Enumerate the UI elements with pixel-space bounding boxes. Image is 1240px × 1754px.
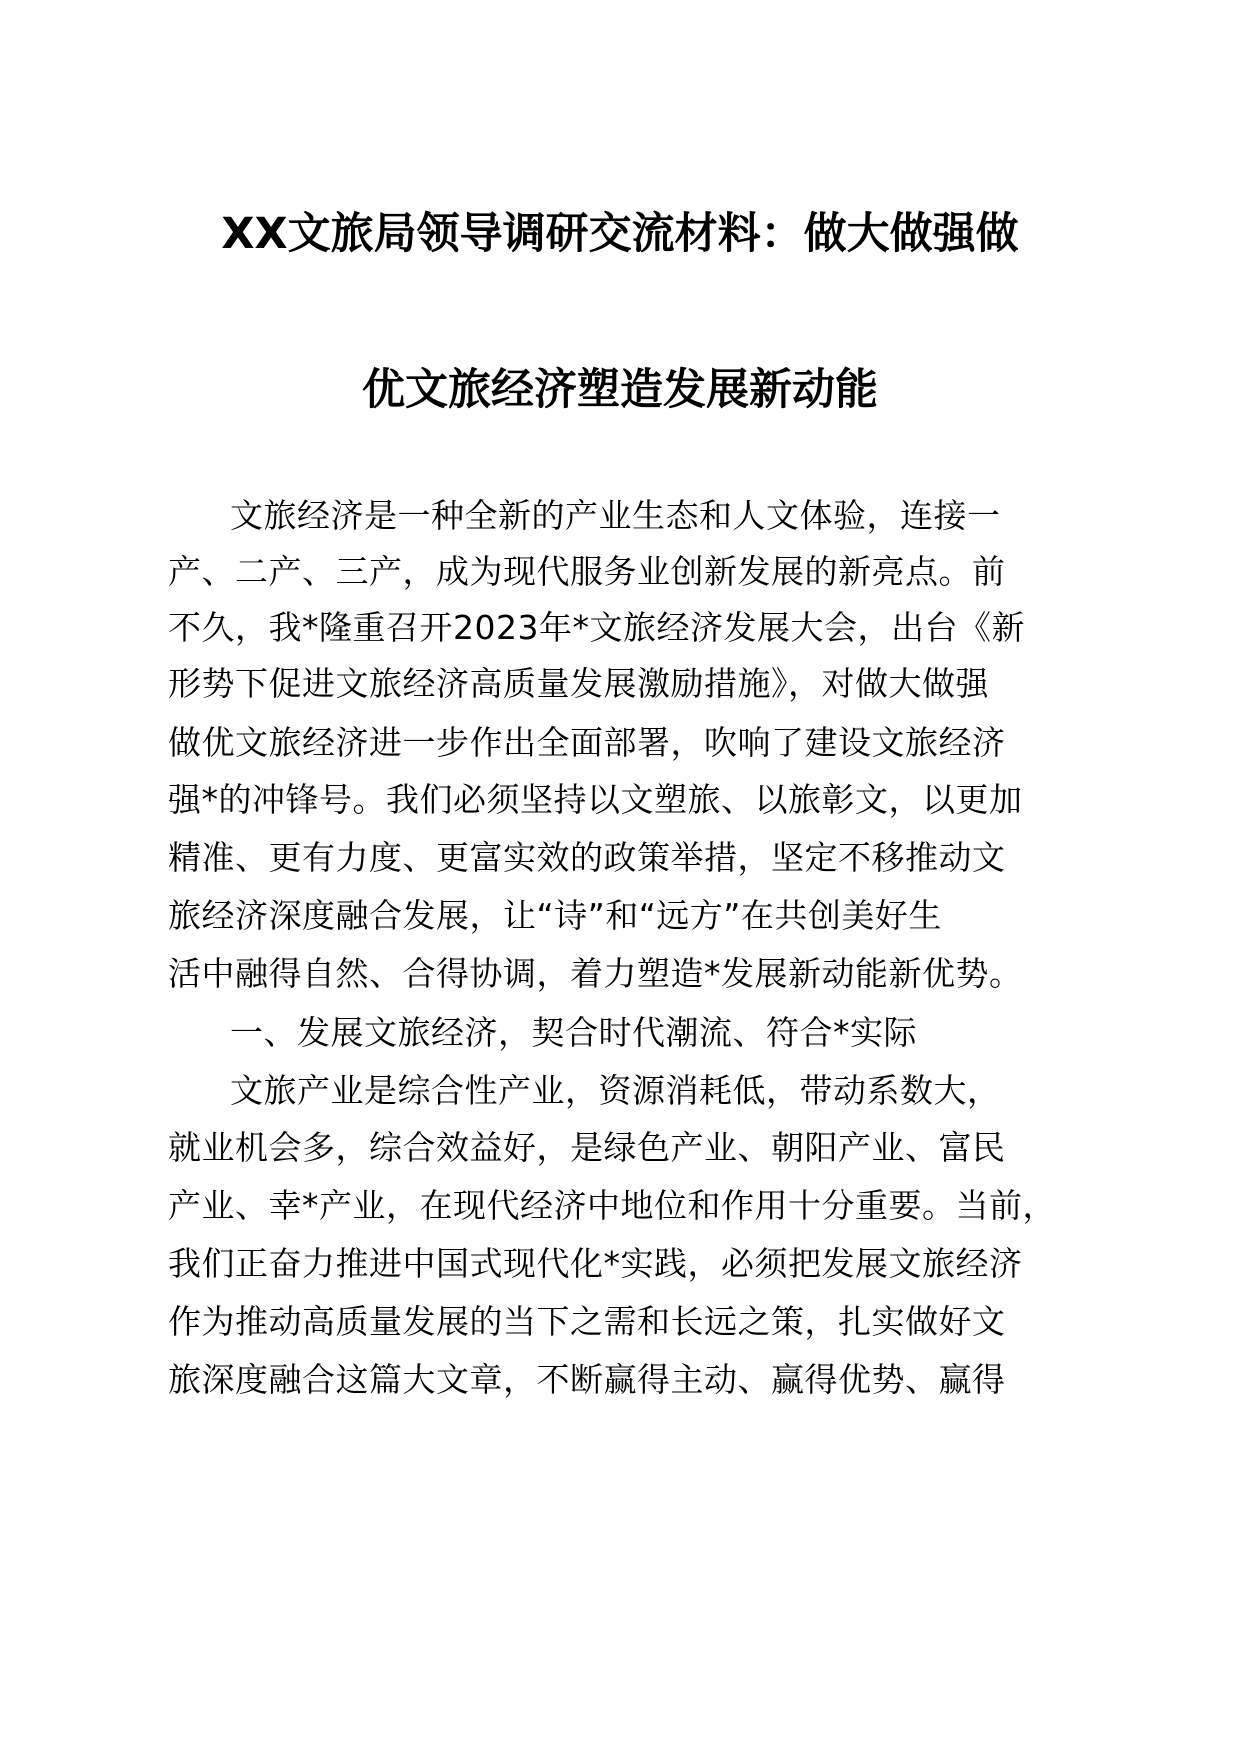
paragraph-1-line-8: 旅经济深度融合发展，让“诗”和“远方”在共创美好生 (168, 896, 942, 935)
paragraph-2-line-4: 我们正奋力推进中国式现代化*实践，必须把发展文旅经济 (168, 1244, 1023, 1283)
paragraph-2-line-3: 产业、幸*产业，在现代经济中地位和作用十分重要。当前， (168, 1186, 1056, 1225)
paragraph-1-line-6: 强*的冲锋号。我们必须坚持以文塑旅、以旅彰文，以更加 (168, 780, 1023, 819)
paragraph-2-line-6: 旅深度融合这篇大文章，不断赢得主动、赢得优势、赢得 (168, 1360, 1006, 1399)
paragraph-1-line-5: 做优文旅经济进一步作出全面部署，吹响了建设文旅经济 (168, 723, 1006, 762)
paragraph-1-line-1: 文旅经济是一种全新的产业生态和人文体验，连接一 (230, 496, 1001, 535)
paragraph-1-line-9: 活中融得自然、合得协调，着力塑造*发展新动能新优势。 (168, 954, 1023, 993)
paragraph-2-line-2: 就业机会多，综合效益好，是绿色产业、朝阳产业、富民 (168, 1128, 1006, 1167)
paragraph-1-line-7: 精准、更有力度、更富实效的政策举措，坚定不移推动文 (168, 838, 1006, 877)
document-title-line-1: XX文旅局领导调研交流材料：做大做强做 (221, 209, 1019, 259)
document-title-line-2: 优文旅经济塑造发展新动能 (362, 365, 878, 415)
paragraph-1-line-2: 产、二产、三产，成为现代服务业创新发展的新亮点。前 (168, 552, 1006, 591)
paragraph-1-line-4: 形势下促进文旅经济高质量发展激励措施》，对做大做强 (168, 664, 989, 703)
section-heading-1: 一、发展文旅经济，契合时代潮流、符合*实际 (230, 1013, 917, 1052)
paragraph-2-line-1: 文旅产业是综合性产业，资源消耗低，带动系数大， (230, 1071, 1001, 1110)
paragraph-2-line-5: 作为推动高质量发展的当下之需和长远之策，扎实做好文 (168, 1302, 1006, 1341)
paragraph-1-line-3: 不久，我*隆重召开2023年*文旅经济发展大会，出台《新 (168, 608, 1025, 647)
